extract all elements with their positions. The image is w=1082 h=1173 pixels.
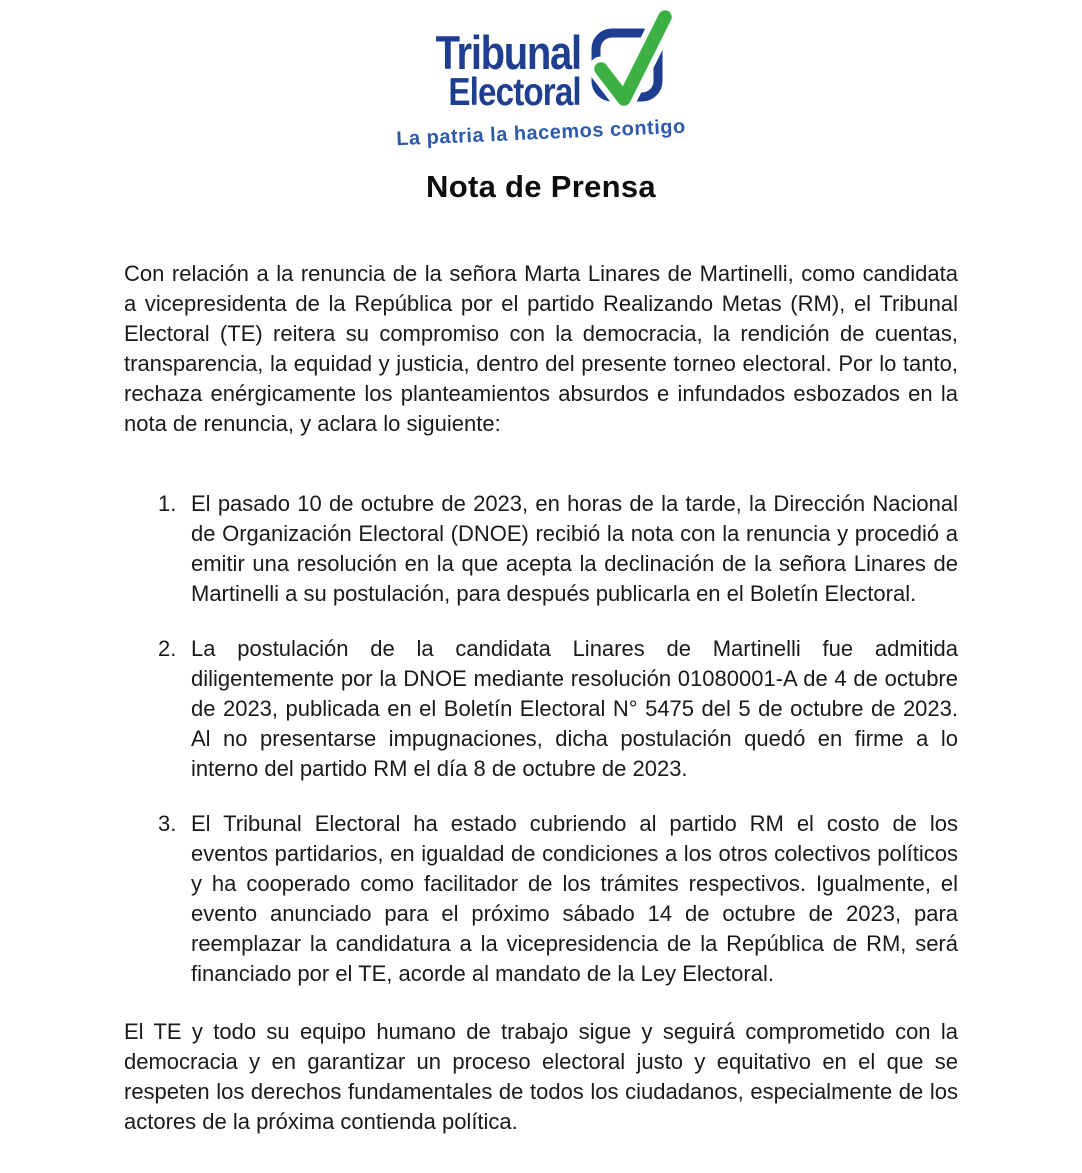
logo-wordmark <box>410 25 581 115</box>
list-item-number: 1. <box>158 491 177 516</box>
list-item-number: 2. <box>158 636 177 661</box>
list-item <box>158 634 958 784</box>
list-item <box>158 809 958 989</box>
logo-wordmark-line1: Tribunal <box>435 25 581 79</box>
closing-paragraph: El TE y todo su equipo humano de trabajo sigue y seguirá comprometido con la democracia y en garantizar un proceso electoral justo y equitativo en el que se respeten los derechos fundamentales de todos los ciudadanos, especialmente de los actores de la próxima contienda política. <box>124 1019 958 1134</box>
list-item-text: La postulación de la candidata Linares de Martinelli fue admitida diligentemente por la DNOE mediante resolución 01080001-A de 4 de octubre de 2023, publicada en el Boletín Electoral N° 5475 del 5 de octubre de 2023. Al no presentarse impugnaciones, dicha postulación quedó en firme a lo interno del partido RM el día 8 de octubre de 2023. <box>191 636 958 781</box>
logo-tagline: La patria la hacemos contigo <box>395 115 687 151</box>
list-item-number: 3. <box>158 811 177 836</box>
page-title: Nota de Prensa <box>426 169 656 204</box>
logo-wordmark-line2: Electoral <box>448 71 581 115</box>
list-item <box>158 489 958 609</box>
document-header <box>0 6 1082 205</box>
intro-paragraph: Con relación a la renuncia de la señora Marta Linares de Martinelli, como candidata a vicepresidenta de la República por el partido Realizando Metas (RM), el Tribunal Electoral (TE) reitera su compromiso con la democracia, la rendición de cuentas, transparencia, la equidad y justicia, dentro del presente torneo electoral. Por lo tanto, rechaza enérgicamente los planteamientos absurdos e infundados esbozados en la nota de renuncia, y aclara lo siguiente: <box>124 261 958 436</box>
ballot-checkmark-icon <box>588 6 672 120</box>
list-item-text: El pasado 10 de octubre de 2023, en horas de la tarde, la Dirección Nacional de Organización Electoral (DNOE) recibió la nota con la renuncia y procedió a emitir una resolución en la que acepta la declinación de la señora Linares de Martinelli a su postulación, para después publicarla en el Boletín Electoral. <box>191 491 958 606</box>
list-item-text: El Tribunal Electoral ha estado cubriendo al partido RM el costo de los eventos partidarios, en igualdad de condiciones a los otros colectivos políticos y ha cooperado como facilitador de los trámites respectivos. Igualmente, el evento anunciado para el próximo sábado 14 de octubre de 2023, para reemplazar la candidatura a la vicepresidencia de la República de RM, será financiado por el TE, acorde al mandato de la Ley Electoral. <box>191 811 958 986</box>
numbered-list <box>124 489 958 989</box>
tribunal-electoral-logo <box>0 6 1082 120</box>
document-body <box>0 259 1082 1137</box>
